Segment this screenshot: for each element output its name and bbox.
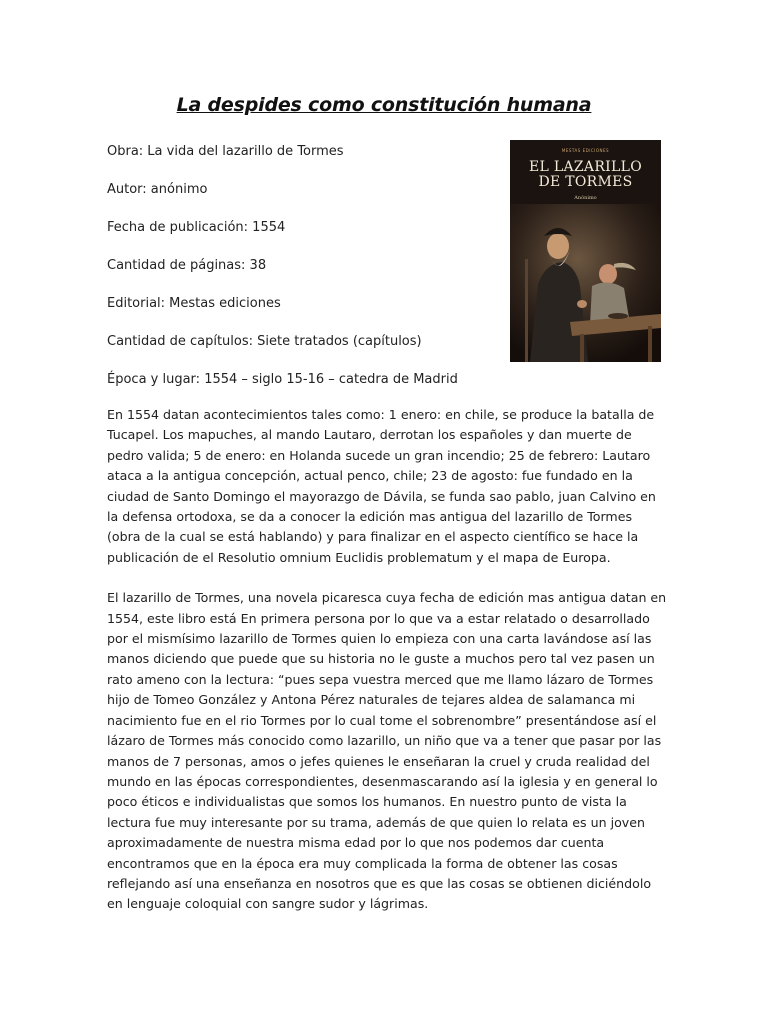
book-details xyxy=(107,143,487,409)
cover-author: Anónimo xyxy=(574,195,597,201)
cover-title xyxy=(510,160,661,190)
paragraph-context: En 1554 datan acontecimientos tales como: 1 enero: en chile, se produce la batalla de Tucapel. Los mapuches, al mando Lautaro, derrotan los españoles y dan muerte de pedro valida; 5 de enero: en Holanda sucede un gran incendio; 25 de febrero: Lautaro ataca a la antigua concepción, actual penco, chile; 23 de agosto: fue fundado en la ciudad de Santo Domingo el mayorazgo de Dávila, se funda sao pablo, juan Calvino en la defensa ortodoxa, se da a conocer la edición mas antigua del lazarillo de Tormes (obra de la cual se está hablando) y para finalizar en el aspecto científico se hace la publicación de el Resolutio omnium Euclidis problematum y el mapa de Europa. xyxy=(107,407,656,565)
detail-era-place: Época y lugar: 1554 – siglo 15-16 – catedra de Madrid xyxy=(107,372,458,387)
cover-title-line-2: DE TORMES xyxy=(538,174,633,190)
cover-title-line-1: EL LAZARILLO xyxy=(529,159,642,175)
detail-page-count: Cantidad de páginas: 38 xyxy=(107,258,267,273)
body-text xyxy=(107,405,667,935)
detail-publication-date: Fecha de publicación: 1554 xyxy=(107,220,286,235)
detail-author: Autor: anónimo xyxy=(107,182,208,197)
detail-publisher: Editorial: Mestas ediciones xyxy=(107,296,281,311)
book-cover-image xyxy=(510,140,661,362)
paragraph-review: El lazarillo de Tormes, una novela picaresca cuya fecha de edición mas antigua datan en 1554, este libro está En primera persona por lo que va a estar relatado o desarrollado por el mismísimo lazarillo de Tormes quien lo empieza con una carta lavándose así las manos diciendo que puede que su historia no le guste a muchos pero tal vez pasen un rato ameno con la lectura: “pues sepa vuestra merced que me llamo lázaro de Tormes hijo de Tomeo González y Antona Pérez naturales de tejares aldea de salamanca mi nacimiento fue en el rio Tormes por lo cual tome el sobrenombre” presentándose así el lázaro de Tormes más conocido como lazarillo, un niño que va a tener que pasar por las manos de 7 personas, amos o jefes quienes le enseñaran la cruel y cruda realidad del mundo en las épocas correspondientes, desenmascarando así la iglesia y en general lo poco éticos e individualistas que somos los humanos. En nuestro punto de vista la lectura fue muy interesante por su trama, además de que quien lo relata es un joven aproximadamente de nuestra misma edad por lo que nos podemos dar cuenta encontramos que en la época era muy complicada la forma de obtener las cosas reflejando así una enseñanza en nosotros que es que las cosas se obtienen diciéndolo en lenguaje coloquial con sangre sudor y lágrimas. xyxy=(107,590,667,912)
detail-chapter-count: Cantidad de capítulos: Siete tratados (capítulos) xyxy=(107,334,422,349)
detail-work: Obra: La vida del lazarillo de Tormes xyxy=(107,144,344,159)
document-title: La despides como constitución humana xyxy=(176,94,592,116)
cover-painting xyxy=(510,204,661,362)
cover-publisher: MESTAS EDICIONES xyxy=(561,148,610,153)
